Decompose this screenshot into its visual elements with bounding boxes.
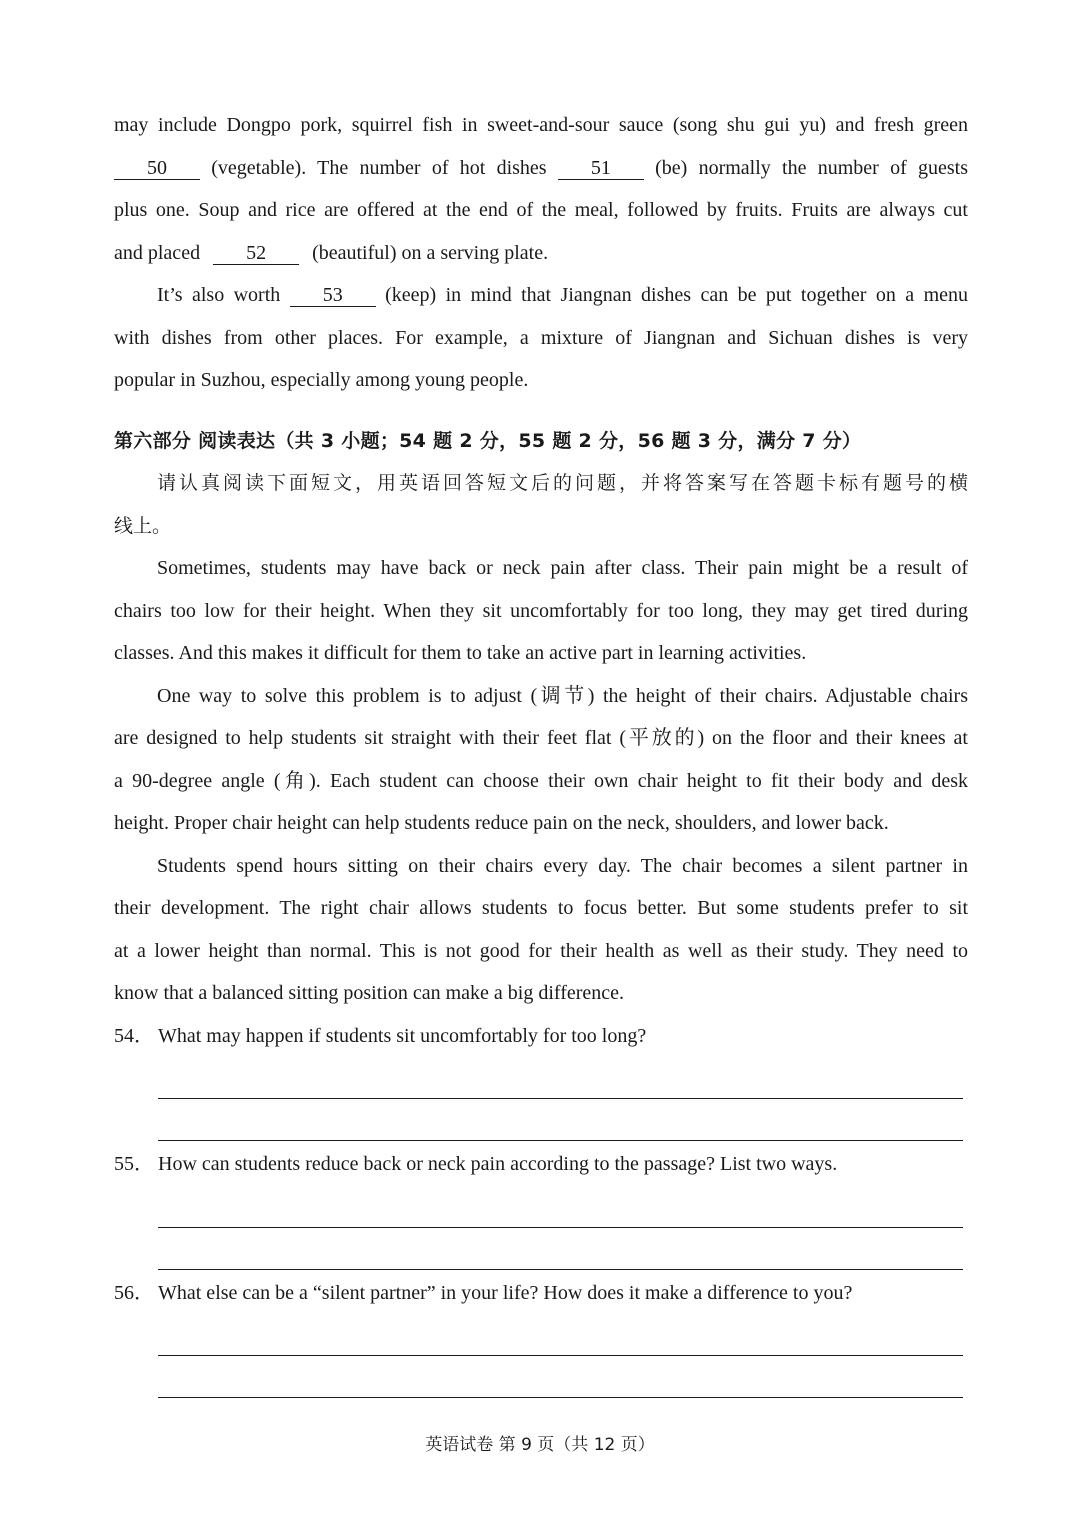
question-prompt: What else can be a “silent partner” in your life? How does it make a difference to you?: [158, 1281, 853, 1304]
section-heading: 第六部分 阅读表达（共 3 小题；54 题 2 分，55 题 2 分，56 题 3 分，满分 7 分）: [114, 429, 862, 452]
passage-text: (beautiful) on a serving plate.: [312, 241, 549, 264]
reading-paragraph: [114, 547, 968, 675]
answer-line[interactable]: [158, 1356, 963, 1398]
question-prompt: What may happen if students sit uncomfortably for too long?: [158, 1024, 647, 1047]
blank-51: 51: [558, 157, 644, 180]
passage-line: [114, 147, 968, 190]
answer-line[interactable]: [158, 1099, 963, 1141]
paragraph-line: chairs too low for their height. When they sit uncomfortably for too long, they may get tired during: [114, 599, 968, 622]
answer-line[interactable]: [158, 1186, 963, 1228]
passage-text: (keep) in mind that Jiangnan dishes can be put together on a menu: [385, 284, 968, 306]
paragraph-line: Sometimes, students may have back or neck pain after class. Their pain might be a result of: [157, 557, 968, 579]
paragraph-line: are designed to help students sit straight with their feet flat (平放的) on the floor and their knees at: [114, 727, 968, 749]
blank-52: 52: [213, 242, 299, 265]
instruction-text: 线上。: [114, 514, 172, 537]
page-footer: 英语试卷 第 9 页（共 12 页）: [425, 1435, 655, 1455]
passage-text: It’s also worth: [157, 284, 281, 306]
blank-53: 53: [290, 284, 376, 307]
answer-line[interactable]: [158, 1057, 963, 1099]
passage-line: may include Dongpo pork, squirrel fish in sweet-and-sour sauce (song shu gui yu) and fresh green: [114, 114, 968, 136]
question-prompt: How can students reduce back or neck pain according to the passage? List two ways.: [158, 1153, 838, 1175]
question-54: [114, 1015, 968, 1142]
reading-paragraph: [114, 675, 968, 845]
passage-text: (be) normally the number of guests: [655, 156, 968, 179]
paragraph-line: One way to solve this problem is to adjust (调节) the height of their chairs. Adjustable chairs: [157, 684, 968, 707]
question-number: 54．: [114, 1024, 154, 1047]
exam-page: [114, 104, 968, 1400]
answer-line[interactable]: [158, 1228, 963, 1270]
paragraph-line: classes. And this makes it difficult for them to take an active part in learning activities.: [114, 642, 807, 664]
paragraph-line: height. Proper chair height can help students reduce pain on the neck, shoulders, and lower back.: [114, 812, 889, 834]
question-55: [114, 1143, 968, 1270]
question-number: 56．: [114, 1281, 154, 1304]
answer-line[interactable]: [158, 1314, 963, 1356]
cloze-passage: [114, 104, 968, 402]
paragraph-line: a 90-degree angle (角). Each student can choose their own chair height to fit their body and desk: [114, 769, 968, 792]
paragraph-line: their development. The right chair allows students to focus better. But some students prefer to sit: [114, 897, 968, 919]
passage-text: and placed: [114, 241, 201, 264]
passage-line: popular in Suzhou, especially among young people.: [114, 369, 529, 391]
paragraph-line: Students spend hours sitting on their chairs every day. The chair becomes a silent partner in: [157, 854, 968, 877]
question-text: [114, 1272, 968, 1315]
passage-line: [114, 232, 968, 275]
blank-50: 50: [114, 157, 200, 180]
passage-text: (vegetable). The number of hot dishes: [211, 156, 547, 179]
passage-line: [114, 274, 968, 317]
instruction-text: 请认真阅读下面短文，用英语回答短文后的问题，并将答案写在答题卡标有题号的横: [157, 472, 968, 494]
question-number: 55．: [114, 1153, 154, 1175]
paragraph-line: know that a balanced sitting position can make a big difference.: [114, 982, 625, 1004]
passage-line: with dishes from other places. For example, a mixture of Jiangnan and Sichuan dishes is very: [114, 326, 968, 349]
passage-line: plus one. Soup and rice are offered at the end of the meal, followed by fruits. Fruits are always cut: [114, 199, 968, 221]
paragraph-line: at a lower height than normal. This is not good for their health as well as their study. They need to: [114, 939, 968, 962]
reading-paragraph: [114, 845, 968, 1015]
question-56: [114, 1272, 968, 1399]
question-text: [114, 1143, 968, 1186]
question-text: [114, 1015, 968, 1058]
